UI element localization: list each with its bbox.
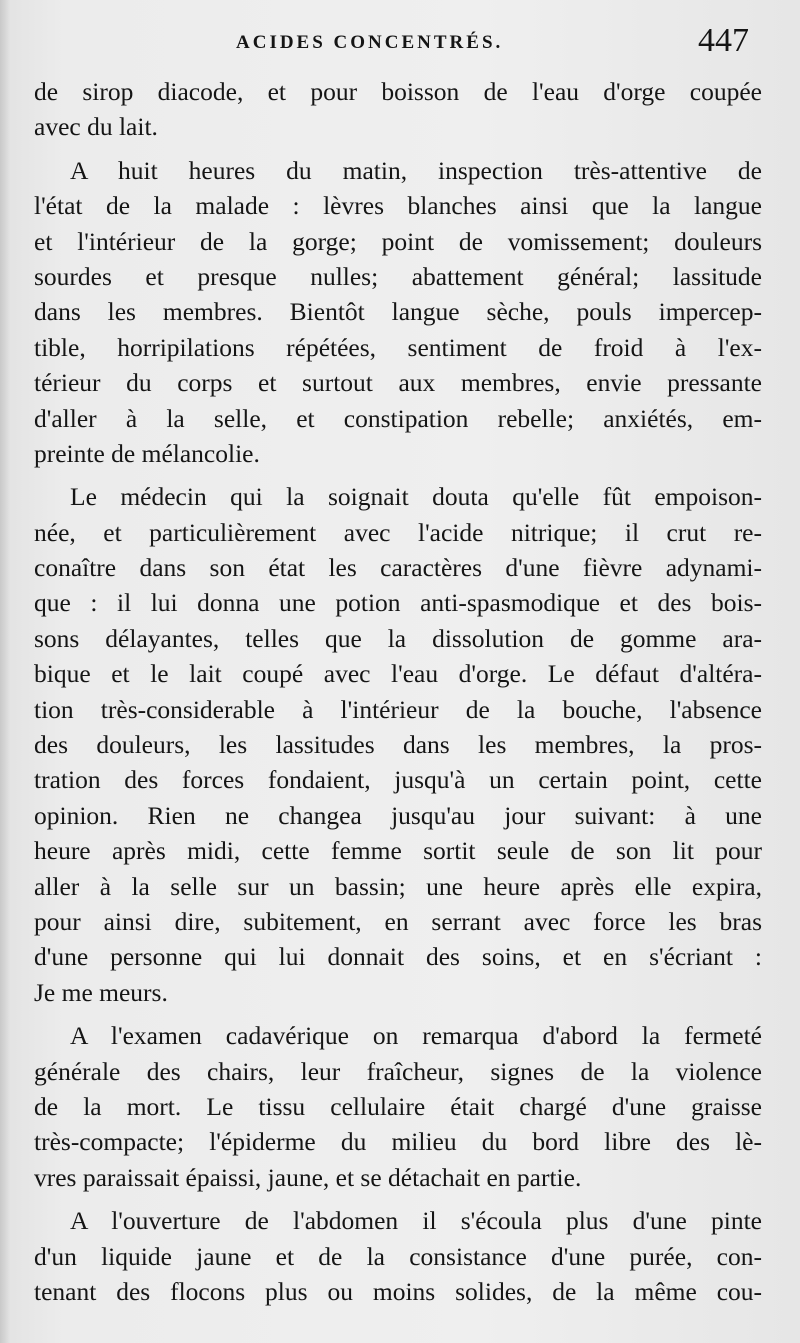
text-line: tion très-considerable à l'intérieur de la bouche, l'absence xyxy=(34,694,762,724)
text-line: de sirop diacode, et pour boisson de l'eau d'orge coupée xyxy=(34,77,762,106)
text-line: tration des forces fondaient, jusqu'à un certain point, cette xyxy=(34,765,762,795)
text-line: sons délayantes, telles que la dissolution de gomme ara- xyxy=(34,623,762,653)
text-line: avec du lait. xyxy=(34,112,158,142)
page-header xyxy=(0,22,800,72)
page-number: 447 xyxy=(698,22,749,59)
text-line: Je me meurs. xyxy=(34,977,168,1007)
paragraph xyxy=(34,153,762,472)
text-line: vres paraissait épaissi, jaune, et se détachait en partie. xyxy=(34,1162,582,1192)
text-line: des douleurs, les lassitudes dans les membres, la pros- xyxy=(34,730,762,760)
text-line: A huit heures du matin, inspection très-attentive de xyxy=(70,155,762,185)
text-line: aller à la selle sur un bassin; une heure après elle expira, xyxy=(34,871,762,901)
paragraph xyxy=(34,479,762,1010)
text-line: preinte de mélancolie. xyxy=(34,438,260,468)
text-line: bique et le lait coupé avec l'eau d'orge. Le défaut d'altéra- xyxy=(34,659,762,689)
running-head: ACIDES CONCENTRÉS. xyxy=(236,32,504,53)
text-line: pour ainsi dire, subitement, en serrant avec force les bras xyxy=(34,906,762,936)
text-line: A l'examen cadavérique on remarqua d'abord la fermeté xyxy=(70,1021,762,1051)
paragraph xyxy=(34,1203,762,1309)
text-line: conaître dans son état les caractères d'une fièvre adynami- xyxy=(34,553,762,583)
text-line: d'aller à la selle, et constipation rebelle; anxiétés, em- xyxy=(34,403,762,433)
text-line: tible, horripilations répétées, sentiment de froid à l'ex- xyxy=(34,332,762,362)
paragraph xyxy=(34,1018,762,1195)
text-line: dans les membres. Bientôt langue sèche, pouls impercep- xyxy=(34,297,762,327)
text-line: opinion. Rien ne changea jusqu'au jour suivant: à une xyxy=(34,800,762,830)
text-line: tenant des flocons plus ou moins solides, de la même cou- xyxy=(34,1276,762,1306)
text-line: générale des chairs, leur fraîcheur, signes de la violence xyxy=(34,1056,762,1086)
body-text xyxy=(34,74,762,1309)
text-line: Le médecin qui la soignait douta qu'elle fût empoison- xyxy=(70,482,762,512)
text-line: térieur du corps et surtout aux membres, envie pressante xyxy=(34,368,762,398)
text-line: de la mort. Le tissu cellulaire était chargé d'une graisse xyxy=(34,1091,762,1121)
paragraph xyxy=(34,74,762,145)
text-line: très-compacte; l'épiderme du milieu du bord libre des lè- xyxy=(34,1127,762,1157)
text-line: l'état de la malade : lèvres blanches ainsi que la langue xyxy=(34,191,762,221)
text-line: heure après midi, cette femme sortit seule de son lit pour xyxy=(34,836,762,866)
text-line: et l'intérieur de la gorge; point de vomissement; douleurs xyxy=(34,226,762,256)
text-line: sourdes et presque nulles; abattement général; lassitude xyxy=(34,261,762,291)
text-line: d'un liquide jaune et de la consistance d'une purée, con- xyxy=(34,1241,762,1271)
text-line: née, et particulièrement avec l'acide nitrique; il crut re- xyxy=(34,517,762,547)
text-line: que : il lui donna une potion anti-spasmodique et des bois- xyxy=(34,588,762,618)
text-line: d'une personne qui lui donnait des soins, et en s'écriant : xyxy=(34,942,762,972)
text-line: A l'ouverture de l'abdomen il s'écoula plus d'une pinte xyxy=(70,1206,762,1236)
page-gutter-shadow xyxy=(0,0,10,1343)
